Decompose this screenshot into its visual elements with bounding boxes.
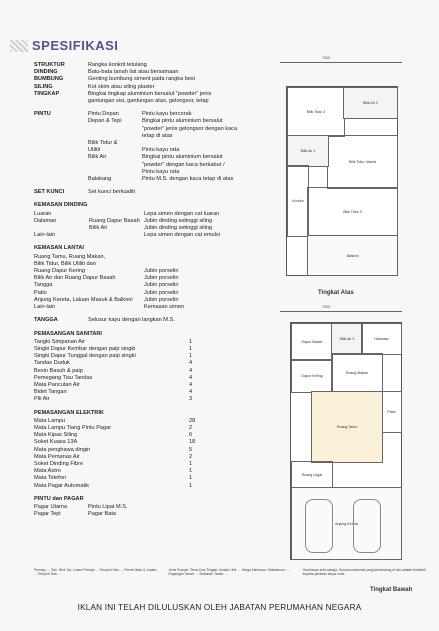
elektrik-qty: 1 — [189, 482, 193, 489]
pintu-desc: Pintu M.S. dengan kaca tetap di atas — [142, 176, 234, 183]
kemasan-dinding-row — [34, 225, 264, 232]
kl-finish — [144, 261, 264, 268]
sanitari-qty: 1 — [189, 353, 193, 360]
elektrik-qty: 2 — [189, 453, 193, 460]
kd-finish: Lepa simen dengan cat luaran — [144, 210, 220, 217]
lower-floor-label: Tingkat Bawah — [370, 587, 413, 593]
sanitari-qty: 4 — [189, 367, 193, 374]
tangga-row — [34, 317, 264, 324]
spec-key: SILING — [34, 83, 53, 90]
sanitari-item: Singki Dapur Kembar dengan paip singki — [34, 345, 136, 352]
setkunci-key: SET KUNCI — [34, 189, 65, 196]
upper-plan-frame — [286, 86, 398, 276]
sanitari-item: Besin Basuh & paip — [34, 367, 83, 374]
elektrik-row — [34, 439, 264, 446]
footer-col-3: Gambaran artis sahaja. Semua maklumat yang terkandung di sini adalah tertakluk kepada pindaan tanpa notis. — [302, 568, 426, 577]
pintu-row — [34, 111, 264, 118]
sanitari-row — [34, 389, 264, 396]
kemasan-lantai-row — [34, 297, 264, 304]
pintu-row — [34, 140, 264, 147]
pintu-desc: Pintu kayu bercorak — [142, 111, 192, 118]
sanitari-row — [34, 382, 264, 389]
pagar-row — [34, 504, 264, 511]
room-ruang-legar: Ruang Legar — [291, 461, 333, 489]
car-icon — [353, 499, 381, 553]
kl-finish: Jubin porselin — [144, 275, 179, 282]
kl-area: Anjung Kereta, Laluan Masuk & Balkoni — [34, 296, 133, 303]
spec-row — [34, 84, 264, 91]
elektrik-qty: 18 — [189, 439, 196, 446]
kemasan-lantai-row — [34, 304, 264, 311]
elektrik-item: Mata Lampu Tiang Pintu Pagar — [34, 424, 112, 431]
pintu-section — [34, 111, 264, 183]
elektrik-qty: 28 — [189, 417, 196, 424]
kl-finish: Jubin porselin — [144, 268, 179, 275]
elektrik-item: Soket Kuasa 13A — [34, 439, 78, 446]
pintu-key — [34, 147, 88, 154]
elektrik-item: Mata penghawa dingin — [34, 446, 91, 453]
footer-col-1: Pemaju: ... Sdn. Bhd. No. Lesen Pemaju ... Tempoh Sah: ... Permit Iklan & Jualan: ... Tempoh Sah: ... — [34, 568, 158, 577]
pintu-key — [34, 133, 88, 140]
elektrik-qty: 1 — [189, 475, 193, 482]
pagar-type: Pagar Tepi — [34, 511, 61, 518]
sanitari-row — [34, 396, 264, 403]
sanitari-qty: 4 — [189, 374, 193, 381]
spec-key: BUMBUNG — [34, 76, 64, 83]
pintu-key — [34, 154, 88, 161]
kd-area: Lain-lain — [34, 232, 56, 239]
pintu-key — [34, 176, 88, 183]
elektrik-row — [34, 418, 264, 425]
pintu-row — [34, 169, 264, 176]
sanitari-heading: PEMASANGAN SANITARI — [34, 330, 102, 337]
kemasan-lantai-heading: KEMASAN LANTAI — [34, 245, 84, 252]
lower-plan-frame — [290, 322, 402, 560]
pintu-desc: "powder" jenis gelongsor dengan kaca — [142, 125, 238, 132]
kd-sub: Ruang Dapur Basah — [89, 217, 140, 224]
pintu-type: Bilik Tidur & — [88, 140, 118, 147]
elektrik-item: Mata Pagar Automatik — [34, 482, 90, 489]
pintu-row — [34, 147, 264, 154]
upper-floor-label: Tingkat Atas — [318, 290, 354, 296]
room-bilik-tidur-2: Bilik Tidur 2 — [287, 87, 345, 137]
elektrik-row — [34, 447, 264, 454]
sanitari-qty: 4 — [189, 389, 193, 396]
kemasan-lantai-row — [34, 282, 264, 289]
room-ruang-tamu: Ruang Tamu — [311, 391, 383, 463]
kemasan-lantai-row — [34, 254, 264, 261]
kl-area: Lain-lain — [34, 304, 56, 311]
pintu-type — [88, 126, 142, 133]
room-bilik-air-1: Bilik Air 1 — [287, 135, 329, 167]
pintu-key — [34, 162, 88, 169]
kl-finish: Kemasan simen — [144, 304, 185, 311]
title-wrap — [10, 38, 118, 53]
elektrik-row — [34, 454, 264, 461]
sanitari-row — [34, 346, 264, 353]
elektrik-qty: 1 — [189, 460, 193, 467]
pintu-type — [88, 162, 142, 169]
kl-finish: Jubin porselin — [144, 282, 179, 289]
sanitari-qty: 4 — [189, 360, 193, 367]
sanitari-row — [34, 375, 264, 382]
pagar-row — [34, 511, 264, 518]
room-balkoni: Balkoni — [307, 235, 398, 276]
tangga-key: TANGGA — [34, 317, 58, 324]
kemasan-dinding-row — [34, 232, 264, 239]
approval-notice: IKLAN INI TELAH DILULUSKAN OLEH JABATAN PERUMAHAN NEGARA — [77, 603, 362, 612]
pintu-type: Balakang — [88, 176, 112, 183]
elektrik-item: Mata Astro — [34, 468, 61, 475]
sanitari-row — [34, 360, 264, 367]
pintu-type: Depan & Tepi — [88, 118, 122, 125]
sanitari-qty: 3 — [189, 396, 193, 403]
pagar-heading: PINTU dan PAGAR — [34, 495, 84, 502]
elektrik-qty: 1 — [189, 468, 193, 475]
pintu-desc: Pintu kayu rata — [142, 168, 180, 175]
pintu-type — [88, 169, 142, 176]
tangga-value: Selusur kayu dengan langkan M.S. — [88, 317, 175, 324]
kemasan-lantai-row — [34, 290, 264, 297]
spec-column — [34, 62, 264, 518]
pintu-desc — [142, 140, 264, 147]
pintu-key — [34, 118, 88, 125]
pintu-desc: Bingkai pintu aluminium bersalut — [142, 118, 223, 125]
sanitari-row — [34, 339, 264, 346]
spec-key: DINDING — [34, 69, 58, 76]
elektrik-section — [34, 410, 264, 490]
kd-finish: Jubin dinding setinggi siling — [144, 225, 213, 232]
room-bilik-air-3: Bilik Air 3 — [331, 323, 363, 355]
pintu-key: PINTU — [34, 111, 51, 118]
elektrik-row — [34, 475, 264, 482]
sanitari-item: Tangki Simpanan Air — [34, 338, 85, 345]
kl-finish: Jubin porselin — [144, 289, 179, 296]
pintu-desc: Bingkai pintu aluminium bersalut — [142, 154, 223, 161]
upper-dim-line — [280, 62, 402, 63]
kd-area: Luaran — [34, 210, 52, 217]
kl-area: Ruang Dapur Kering — [34, 268, 85, 275]
kl-area: Ruang Tamu, Ruang Makan, — [34, 253, 106, 260]
elektrik-qty: 6 — [189, 432, 193, 439]
elektrik-item: Mata Kipas Siling — [34, 432, 78, 439]
kemasan-lantai-row — [34, 275, 264, 282]
sanitari-item: Pili Air — [34, 396, 50, 403]
room-bilik-air-2: Bilik Air 2 — [343, 87, 398, 119]
pintu-row — [34, 162, 264, 169]
upper-width-dim: 7000 — [322, 56, 330, 60]
kemasan-dinding-row — [34, 218, 264, 225]
pagar-type: Pagar Utama — [34, 503, 67, 510]
elektrik-row — [34, 425, 264, 432]
lower-width-dim: 7000 — [322, 305, 330, 309]
sanitari-qty: 1 — [189, 338, 193, 345]
pintu-desc: Pintu kayu rata — [142, 147, 180, 154]
spec-value: Kot skim atau siling plaster — [88, 83, 155, 90]
setkunci-value: Set kunci berkualiti — [88, 189, 135, 196]
spec-row — [34, 76, 264, 83]
sanitari-qty: 4 — [189, 381, 193, 388]
car-icon — [305, 499, 333, 553]
room-koridor: Koridor — [287, 165, 309, 237]
kl-area: Patio — [34, 289, 47, 296]
room-halaman: Halaman — [361, 323, 402, 355]
lower-dim-line — [280, 311, 402, 312]
pagar-desc: Pagar Bata — [88, 511, 116, 518]
pintu-desc: tetap di atas — [142, 132, 173, 139]
spec-row — [34, 62, 264, 69]
room-bilik-tidur-3: Bilik Tidur 3 — [307, 187, 398, 237]
room-anjung-kereta: Anjung Kereta — [291, 487, 402, 560]
sanitari-qty: 1 — [189, 345, 193, 352]
sanitari-item: Bidet Tangan — [34, 389, 67, 396]
kl-finish: Jubin porselin — [144, 296, 179, 303]
setkunci-row — [34, 189, 264, 196]
spec-value: Genting bumbung siment pada rangka besi — [88, 76, 195, 83]
pintu-type: Bilik Air — [88, 154, 107, 161]
kd-sub: Bilik Air — [89, 225, 108, 232]
sanitari-item: Mata Pancutan Air — [34, 381, 80, 388]
sanitari-row — [34, 353, 264, 360]
spec-key: STRUKTUR — [34, 62, 65, 68]
pintu-desc: "powder" dengan kaca berkabur / — [142, 161, 225, 168]
elektrik-row — [34, 432, 264, 439]
kl-area: Tangga — [34, 282, 53, 289]
kl-finish — [144, 254, 264, 261]
room-patio: Patio — [381, 391, 402, 433]
kemasan-lantai-row — [34, 268, 264, 275]
elektrik-qty: 5 — [189, 446, 193, 453]
room-bilik-tidur-utama: Bilik Tidur Utama — [327, 135, 398, 189]
spec-value: Batu-bata tanah liat atau bersamaan — [88, 69, 179, 76]
kd-area: Dalaman — [34, 217, 57, 224]
kl-area: Bilik Tidur, Bilik Utiliti dan — [34, 260, 96, 267]
room-dapur-kering: Dapur Kering — [291, 359, 333, 393]
elektrik-row — [34, 483, 264, 490]
spec-value: gantungan sisi, gantungan atas, gelongsor, tetap — [88, 98, 209, 105]
spec-row — [34, 69, 264, 76]
elektrik-item: Soket Dinding Fibre — [34, 460, 84, 467]
spec-row — [34, 91, 264, 98]
pagar-desc: Pintu Lipat M.S. — [88, 503, 128, 510]
footer-col-2: Jenis Rumah: Teres Dua Tingkat Jumlah Unit: ... Harga Minimum / Maksimum: ... Pegangan Tanah: ... Bebanan Tanah: ... — [168, 568, 290, 577]
elektrik-heading: PEMASANGAN ELEKTRIK — [34, 409, 104, 416]
spec-row — [34, 98, 264, 105]
kd-finish: Lepa simen dengan cat emulsi — [144, 232, 220, 239]
elektrik-item: Mata Pemanas Air — [34, 453, 80, 460]
spec-key: TINGKAP — [34, 90, 60, 97]
sanitari-row — [34, 368, 264, 375]
sanitari-item: Tandas Duduk — [34, 360, 70, 367]
kemasan-dinding-section — [34, 202, 264, 239]
kemasan-lantai-row — [34, 261, 264, 268]
pagar-section — [34, 496, 264, 519]
sanitari-section — [34, 331, 264, 404]
pintu-row — [34, 176, 264, 183]
pintu-row — [34, 126, 264, 133]
pintu-row — [34, 118, 264, 125]
spec-key — [34, 98, 88, 105]
pintu-row — [34, 133, 264, 140]
kemasan-dinding-heading: KEMASAN DINDING — [34, 202, 88, 209]
kd-finish: Jubin dinding setinggi siling — [144, 217, 213, 224]
elektrik-row — [34, 461, 264, 468]
pintu-type: Pintu Depan — [88, 111, 119, 118]
kemasan-dinding-row — [34, 211, 264, 218]
kd-sub — [89, 211, 144, 218]
sanitari-item: Singki Dapur Tunggal dengan paip singki — [34, 353, 136, 360]
pintu-key — [34, 169, 88, 176]
sanitari-item: Pemegang Tisu Tandas — [34, 374, 93, 381]
spec-value: Bingkai tingkap aluminium bersalut "powder" jenis — [88, 90, 212, 97]
title-decoration — [10, 40, 28, 52]
developer-info — [34, 568, 429, 576]
pintu-type: Utiliti — [88, 147, 101, 154]
page-title: SPESIFIKASI — [32, 38, 119, 53]
pintu-type — [88, 133, 142, 140]
elektrik-item: Mata Lampu — [34, 417, 66, 424]
kl-area: Bilik Air dan Ruang Dapur Basah — [34, 275, 116, 282]
room-dapur-basah: Dapur Basah — [291, 323, 333, 361]
elektrik-row — [34, 468, 264, 475]
kemasan-lantai-section — [34, 245, 264, 311]
room-ruang-makan: Ruang Makan — [331, 353, 383, 393]
elektrik-qty: 2 — [189, 424, 193, 431]
pintu-key — [34, 126, 88, 133]
kd-area — [34, 225, 89, 232]
spec-value: Rangka konkrit tetulang — [88, 62, 147, 68]
pintu-key — [34, 140, 88, 147]
elektrik-item: Mata Telefon — [34, 475, 66, 482]
kd-sub — [89, 232, 144, 239]
pintu-row — [34, 154, 264, 161]
